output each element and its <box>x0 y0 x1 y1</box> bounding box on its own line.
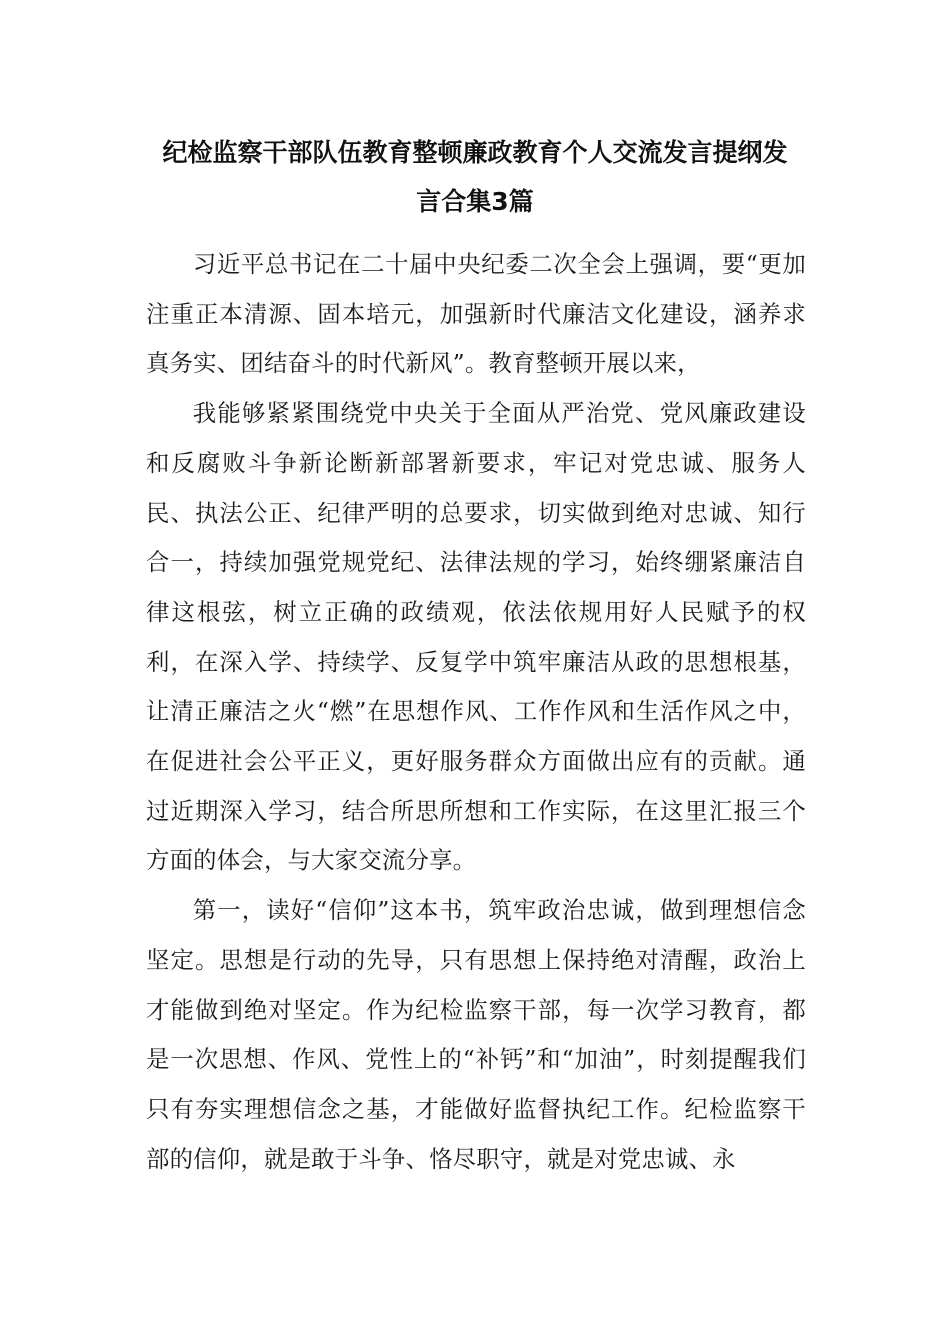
paragraph-first-point: 第一，读好“信仰”这本书，筑牢政治忠诚，做到理想信念坚定。思想是行动的先导，只有思想上保持绝对清醒，政治上才能做到绝对坚定。作为纪检监察干部，每一次学习教育，都是一次思想、作风、党性上的“补钙”和“加油”，时刻提醒我们只有夯实理想信念之基，才能做好监督执纪工作。纪检监察干部的信仰，就是敢于斗争、恪尽职守，就是对党忠诚、永 <box>146 896 806 1173</box>
document-body <box>146 240 806 1184</box>
document-title-line-1: 纪检监察干部队伍教育整顿廉政教育个人交流发言提纲发 <box>162 138 788 167</box>
document-title-line-2: 言合集3篇 <box>416 187 534 216</box>
document-title <box>140 128 810 226</box>
paragraph-commitment: 我能够紧紧围绕党中央关于全面从严治党、党风廉政建设和反腐败斗争新论断新部署新要求，牢记对党忠诚、服务人民、执法公正、纪律严明的总要求，切实做到绝对忠诚、知行合一，持续加强党规党纪、法律法规的学习，始终绷紧廉洁自律这根弦，树立正确的政绩观，依法依规用好人民赋予的权利，在深入学、持续学、反复学中筑牢廉洁从政的思想根基，让清正廉洁之火“燃”在思想作风、工作作风和生活作风之中，在促进社会公平正义，更好服务群众方面做出应有的贡献。通过近期深入学习，结合所思所想和工作实际，在这里汇报三个方面的体会，与大家交流分享。 <box>146 399 806 875</box>
paragraph-intro: 习近平总书记在二十届中央纪委二次全会上强调，要“更加注重正本清源、固本培元，加强新时代廉洁文化建设，涵养求真务实、团结奋斗的时代新风”。教育整顿开展以来， <box>146 250 806 378</box>
